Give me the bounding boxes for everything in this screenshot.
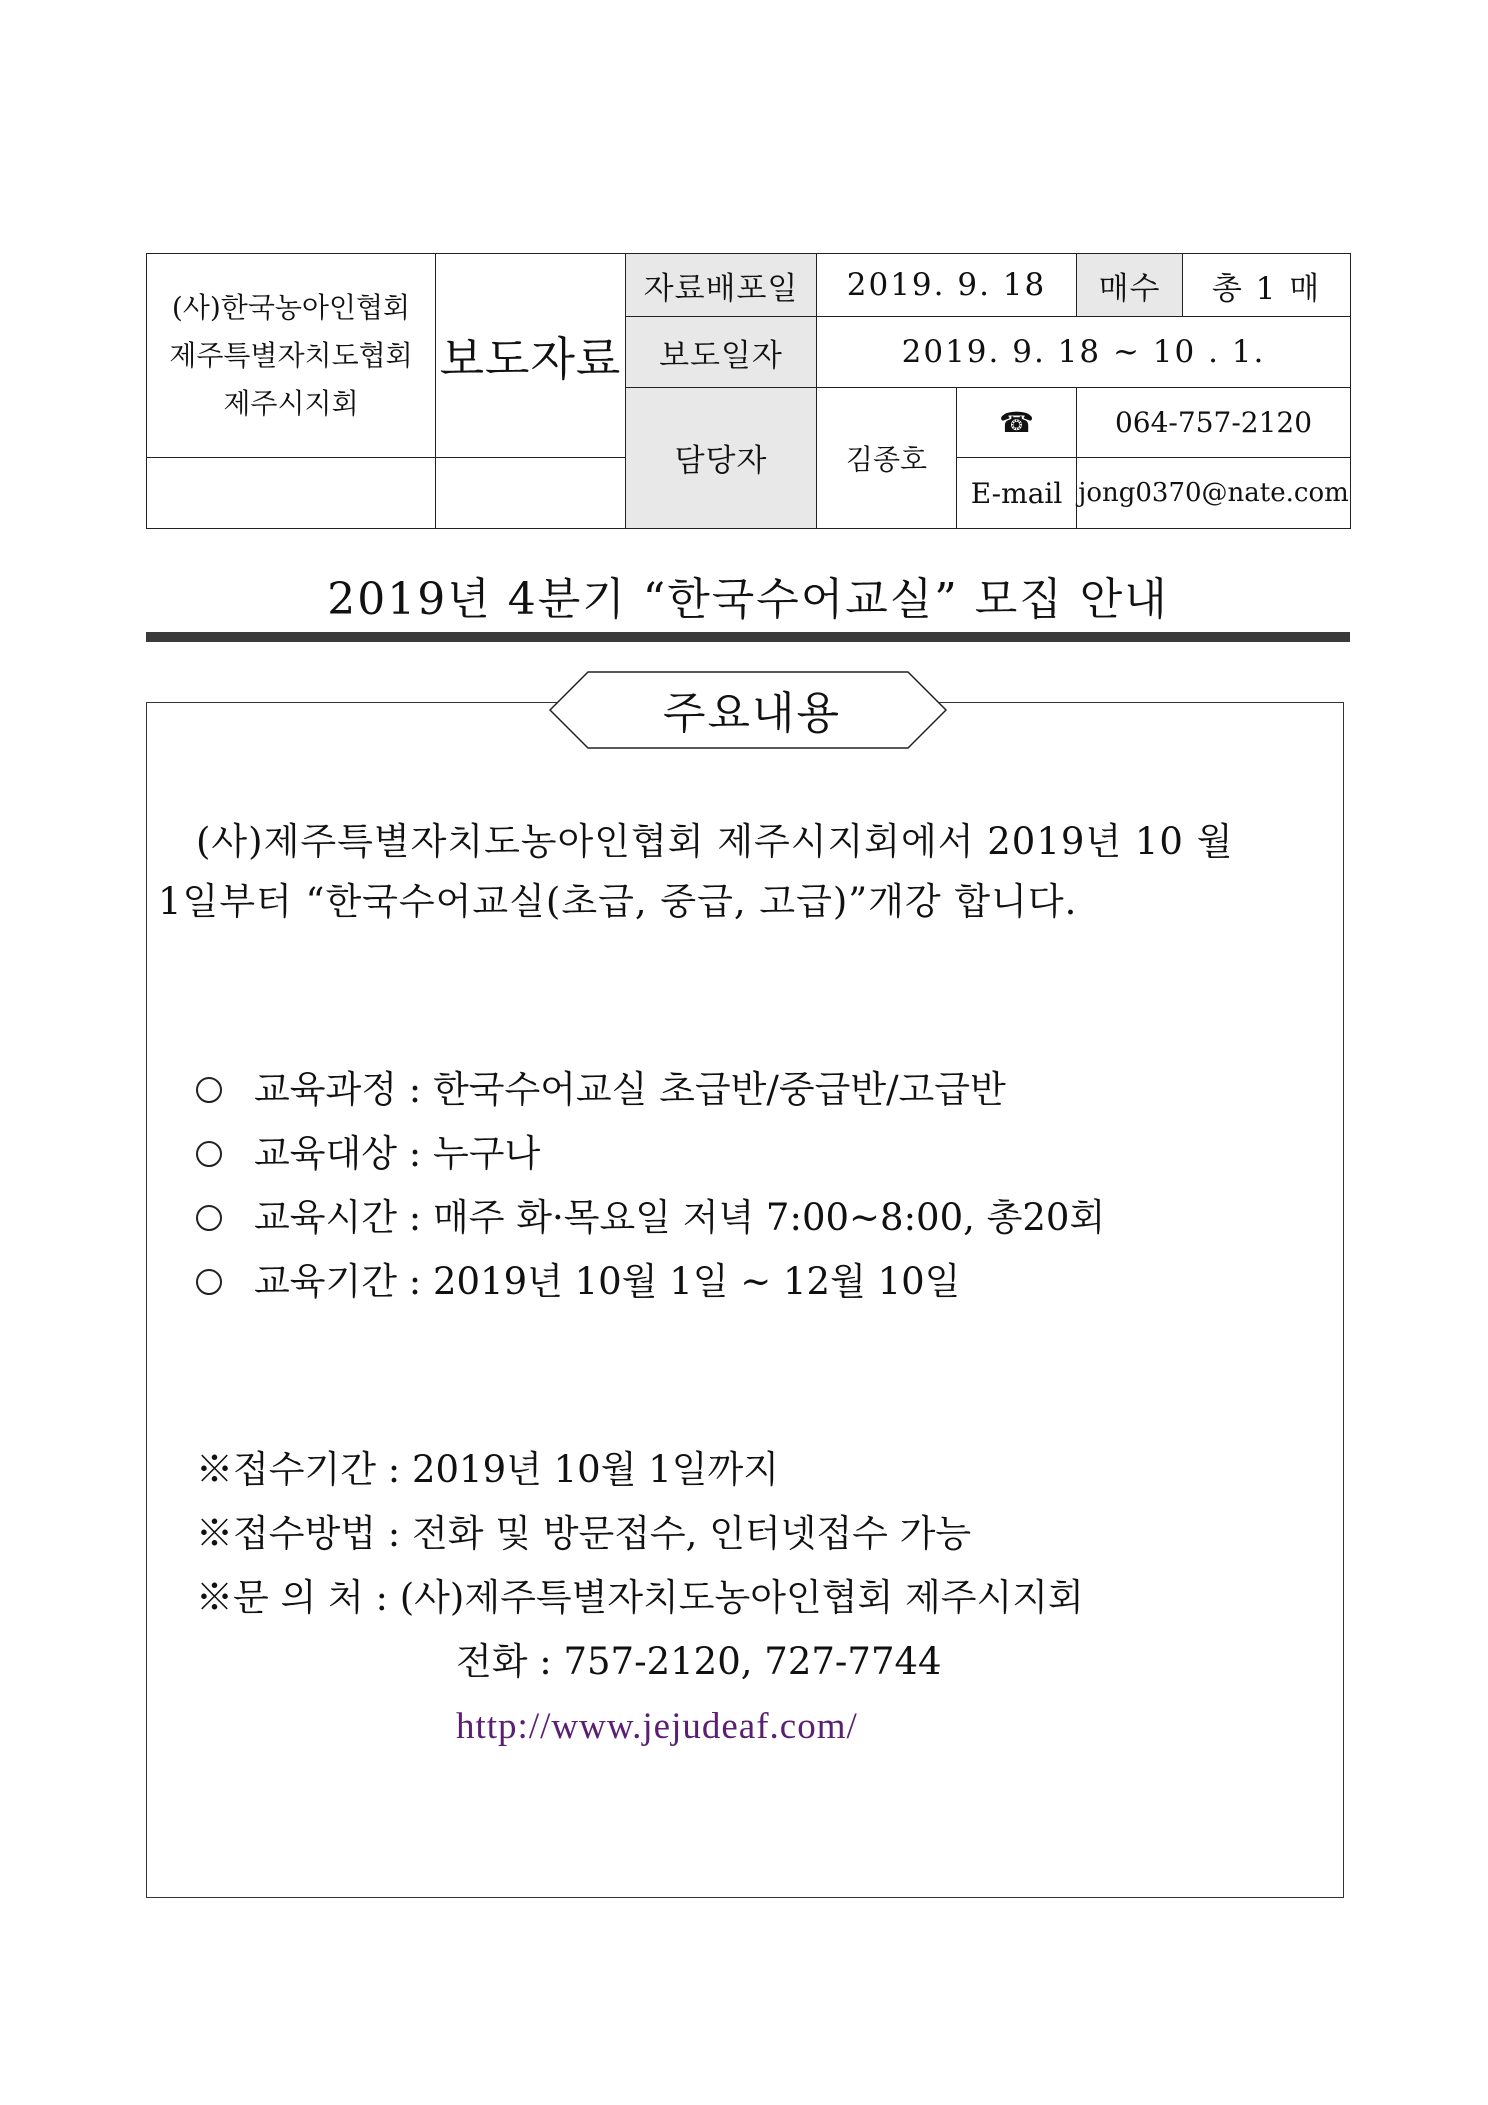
phone-value: 064-757-2120 [1077, 387, 1351, 458]
contact-label: 담당자 [626, 387, 817, 528]
inquiry-phone: 전화 : 757-2120, 727-7744 [456, 1640, 942, 1683]
pages-label: 매수 [1077, 254, 1183, 317]
section-tag-label: 주요내용 [662, 688, 841, 739]
circle-bullet-icon [196, 1205, 222, 1231]
intro-line-2: 1일부터 “한국수어교실(초급, 중급, 고급)”개강 합니다. [158, 880, 1078, 923]
report-date-label: 보도일자 [626, 317, 817, 388]
list-item [196, 1186, 1105, 1250]
inquiry-contact: ※문 의 처 : (사)제주특별자치도농아인협회 제주시지회 [196, 1576, 1084, 1619]
website-url[interactable]: http://www.jejudeaf.com/ [456, 1706, 858, 1747]
circle-bullet-icon [196, 1141, 222, 1167]
website-link[interactable] [196, 1694, 1084, 1759]
course-item: 교육과정 : 한국수어교실 초급반/중급반/고급반 [254, 1068, 1006, 1111]
org-line-2: 제주특별자치도협회 [169, 338, 413, 372]
header-table [146, 253, 1351, 529]
period-item: 교육기간 : 2019년 10월 1일 ~ 12월 10일 [254, 1260, 961, 1303]
list-item [196, 1122, 1105, 1186]
report-date-value: 2019. 9. 18 ~ 10 . 1. [817, 317, 1351, 388]
registration-method: ※접수방법 : 전화 및 방문접수, 인터넷접수 가능 [196, 1512, 972, 1555]
circle-bullet-icon [196, 1077, 222, 1103]
release-date-label: 자료배포일 [626, 254, 817, 317]
intro-paragraph [158, 812, 1338, 932]
intro-line-1: (사)제주특별자치도농아인협회 제주시지회에서 2019년 10 월 [196, 820, 1234, 863]
list-item [196, 1058, 1105, 1122]
title-underline [146, 632, 1350, 642]
circle-bullet-icon [196, 1269, 222, 1295]
email-value: jong0370@nate.com [1077, 458, 1351, 529]
pages-value: 총 1 매 [1183, 254, 1351, 317]
org-line-3: 제주시지회 [223, 386, 359, 420]
contact-name: 김종호 [817, 387, 957, 528]
target-item: 교육대상 : 누구나 [254, 1132, 541, 1175]
list-item [196, 1250, 1105, 1314]
course-details-list [196, 1058, 1105, 1314]
org-line-1: (사)한국농아인협회 [171, 290, 411, 324]
registration-notes [196, 1438, 1084, 1759]
organization-cell [147, 254, 436, 458]
email-label: E-mail [957, 458, 1077, 529]
release-date-value: 2019. 9. 18 [817, 254, 1077, 317]
time-item: 교육시간 : 매주 화·목요일 저녁 7:00~8:00, 총20회 [254, 1196, 1106, 1239]
phone-icon: ☎ [957, 387, 1077, 458]
page-title: 2019년 4분기 “한국수어교실” 모집 안내 [327, 574, 1169, 625]
registration-period: ※접수기간 : 2019년 10월 1일까지 [196, 1448, 779, 1491]
press-release-label: 보도자료 [436, 254, 626, 458]
